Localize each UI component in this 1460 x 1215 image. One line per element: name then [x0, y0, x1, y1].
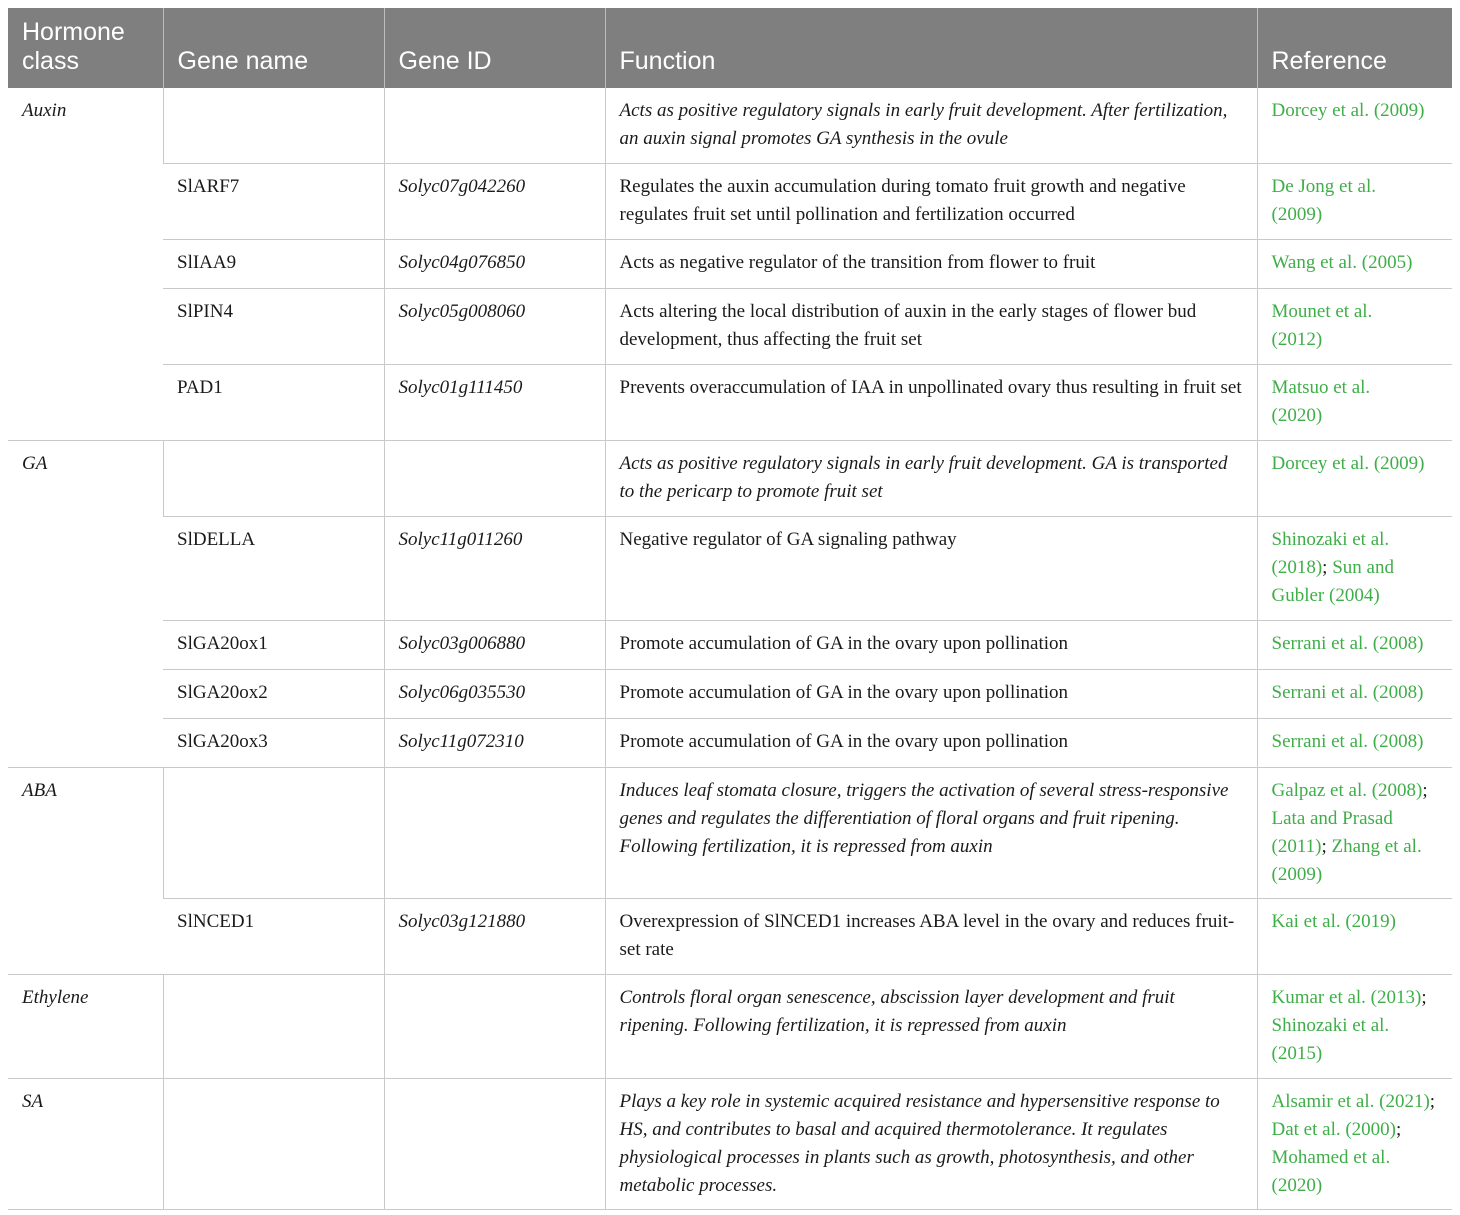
gene-id-cell: Solyc04g076850	[384, 240, 605, 289]
table-row	[8, 441, 1452, 517]
reference-link[interactable]: Sun and Gubler (2004)	[1271, 557, 1394, 606]
header-row	[8, 8, 1452, 88]
reference-cell	[1257, 240, 1452, 289]
function-cell: Acts as positive regulatory signals in early fruit development. GA is transported to the pericarp to promote fruit set	[605, 441, 1257, 517]
table-row	[8, 899, 1452, 975]
gene-name-cell: SlPIN4	[163, 289, 384, 365]
gene-id-cell	[384, 441, 605, 517]
reference-link[interactable]: Lata and Prasad (2011)	[1271, 808, 1393, 857]
reference-link[interactable]: Mohamed et al. (2020)	[1271, 1147, 1391, 1196]
hormone-class-cell	[8, 975, 163, 1079]
table-row	[8, 517, 1452, 621]
gene-id-cell: Solyc06g035530	[384, 670, 605, 719]
reference-cell: Alsamir et al. (2021); Dat et al. (2000); Mohamed et al. (2020)	[1257, 1079, 1452, 1210]
table-row	[8, 670, 1452, 719]
reference-link[interactable]: Shinozaki et al. (2015)	[1271, 1015, 1390, 1064]
reference-cell: Kumar et al. (2013); Shinozaki et al. (2015)	[1257, 975, 1452, 1079]
function-cell: Prevents overaccumulation of IAA in unpollinated ovary thus resulting in fruit set	[605, 365, 1257, 441]
reference-link[interactable]: Zhang et al. (2009)	[1271, 836, 1422, 885]
table-row	[8, 621, 1452, 670]
gene-name-cell	[163, 975, 384, 1079]
gene-name-cell	[163, 88, 384, 164]
header-gene-name: Gene name	[163, 8, 384, 88]
gene-name-cell: SlARF7	[163, 164, 384, 240]
reference-cell: Shinozaki et al. (2018); Sun and Gubler (2004)	[1257, 517, 1452, 621]
hormone-class-sa: SA	[22, 1091, 44, 1112]
gene-name-cell: SlDELLA	[163, 517, 384, 621]
gene-name-cell	[163, 441, 384, 517]
table-row	[8, 975, 1452, 1079]
function-cell: Overexpression of SlNCED1 increases ABA level in the ovary and reduces fruit-set rate	[605, 899, 1257, 975]
function-cell: Negative regulator of GA signaling pathway	[605, 517, 1257, 621]
function-cell: Promote accumulation of GA in the ovary upon pollination	[605, 670, 1257, 719]
reference-link[interactable]: Wang et al. (2005)	[1271, 252, 1413, 273]
gene-name-cell: SlIAA9	[163, 240, 384, 289]
reference-link[interactable]: Dat et al. (2000)	[1271, 1119, 1397, 1140]
table-row	[8, 88, 1452, 164]
header-gene-id: Gene ID	[384, 8, 605, 88]
gene-name-cell: SlGA20ox1	[163, 621, 384, 670]
reference-link[interactable]: De Jong et al. (2009)	[1271, 176, 1376, 225]
function-cell: Plays a key role in systemic acquired resistance and hypersensitive response to HS, and contributes to basal and acquired thermotolerance. It regulates physiological processes in plants such as growth, photosynthesis, and other metabolic processes.	[605, 1079, 1257, 1210]
gene-id-cell: Solyc01g111450	[384, 365, 605, 441]
function-cell: Acts altering the local distribution of auxin in the early stages of flower bud development, thus affecting the fruit set	[605, 289, 1257, 365]
function-cell: Regulates the auxin accumulation during tomato fruit growth and negative regulates fruit set until pollination and fertilization occurred	[605, 164, 1257, 240]
gene-id-cell: Solyc11g011260	[384, 517, 605, 621]
function-cell: Acts as positive regulatory signals in early fruit development. After fertilization, an auxin signal promotes GA synthesis in the ovule	[605, 88, 1257, 164]
reference-cell	[1257, 670, 1452, 719]
hormone-class-cell	[8, 768, 163, 975]
header-function: Function	[605, 8, 1257, 88]
reference-cell	[1257, 365, 1452, 441]
table-row	[8, 240, 1452, 289]
gene-name-cell: SlNCED1	[163, 899, 384, 975]
reference-link[interactable]: Kai et al. (2019)	[1271, 911, 1397, 932]
reference-cell	[1257, 621, 1452, 670]
reference-link[interactable]: Alsamir et al. (2021)	[1271, 1091, 1430, 1112]
gene-id-cell	[384, 1079, 605, 1210]
header-hormone-class: Hormone class	[8, 8, 163, 88]
gene-id-cell: Solyc11g072310	[384, 719, 605, 768]
hormone-class-auxin: Auxin	[22, 100, 67, 121]
reference-cell	[1257, 719, 1452, 768]
reference-link[interactable]: Kumar et al. (2013)	[1271, 987, 1422, 1008]
gene-id-cell: Solyc05g008060	[384, 289, 605, 365]
table-row	[8, 164, 1452, 240]
gene-id-cell: Solyc03g006880	[384, 621, 605, 670]
reference-link[interactable]: Shinozaki et al. (2018)	[1271, 529, 1390, 578]
reference-cell	[1257, 899, 1452, 975]
hormone-class-ga: GA	[22, 453, 48, 474]
hormone-class-cell	[8, 441, 163, 768]
gene-name-cell: PAD1	[163, 365, 384, 441]
hormone-gene-table	[8, 8, 1452, 1210]
hormone-class-cell	[8, 88, 163, 441]
table-row	[8, 768, 1452, 899]
reference-link[interactable]: Serrani et al. (2008)	[1271, 633, 1424, 654]
reference-cell: Galpaz et al. (2008); Lata and Prasad (2011); Zhang et al. (2009)	[1257, 768, 1452, 899]
reference-link[interactable]: Matsuo et al. (2020)	[1271, 377, 1371, 426]
reference-link[interactable]: Dorcey et al. (2009)	[1271, 100, 1425, 121]
hormone-class-ethylene: Ethylene	[22, 987, 89, 1008]
gene-name-cell	[163, 1079, 384, 1210]
gene-id-cell	[384, 88, 605, 164]
function-cell: Induces leaf stomata closure, triggers the activation of several stress-responsive genes and regulates the differentiation of floral organs and fruit ripening. Following fertilization, it is repressed from auxin	[605, 768, 1257, 899]
table-row	[8, 1079, 1452, 1210]
reference-cell	[1257, 289, 1452, 365]
reference-link[interactable]: Galpaz et al. (2008)	[1271, 780, 1423, 801]
gene-name-cell: SlGA20ox2	[163, 670, 384, 719]
gene-id-cell	[384, 768, 605, 899]
reference-link[interactable]: Mounet et al. (2012)	[1271, 301, 1373, 350]
gene-id-cell: Solyc07g042260	[384, 164, 605, 240]
hormone-class-cell	[8, 1079, 163, 1210]
reference-link[interactable]: Serrani et al. (2008)	[1271, 731, 1424, 752]
function-cell: Promote accumulation of GA in the ovary upon pollination	[605, 621, 1257, 670]
hormone-class-aba: ABA	[22, 780, 57, 801]
gene-name-cell	[163, 768, 384, 899]
reference-link[interactable]: Serrani et al. (2008)	[1271, 682, 1424, 703]
reference-link[interactable]: Dorcey et al. (2009)	[1271, 453, 1425, 474]
function-cell: Acts as negative regulator of the transition from flower to fruit	[605, 240, 1257, 289]
gene-id-cell	[384, 975, 605, 1079]
gene-name-cell: SlGA20ox3	[163, 719, 384, 768]
table-row	[8, 719, 1452, 768]
function-cell: Promote accumulation of GA in the ovary upon pollination	[605, 719, 1257, 768]
header-reference: Reference	[1257, 8, 1452, 88]
reference-cell	[1257, 88, 1452, 164]
gene-id-cell: Solyc03g121880	[384, 899, 605, 975]
reference-cell	[1257, 164, 1452, 240]
reference-cell	[1257, 441, 1452, 517]
table-row	[8, 365, 1452, 441]
table-row	[8, 289, 1452, 365]
function-cell: Controls floral organ senescence, abscission layer development and fruit ripening. Following fertilization, it is repressed from auxin	[605, 975, 1257, 1079]
